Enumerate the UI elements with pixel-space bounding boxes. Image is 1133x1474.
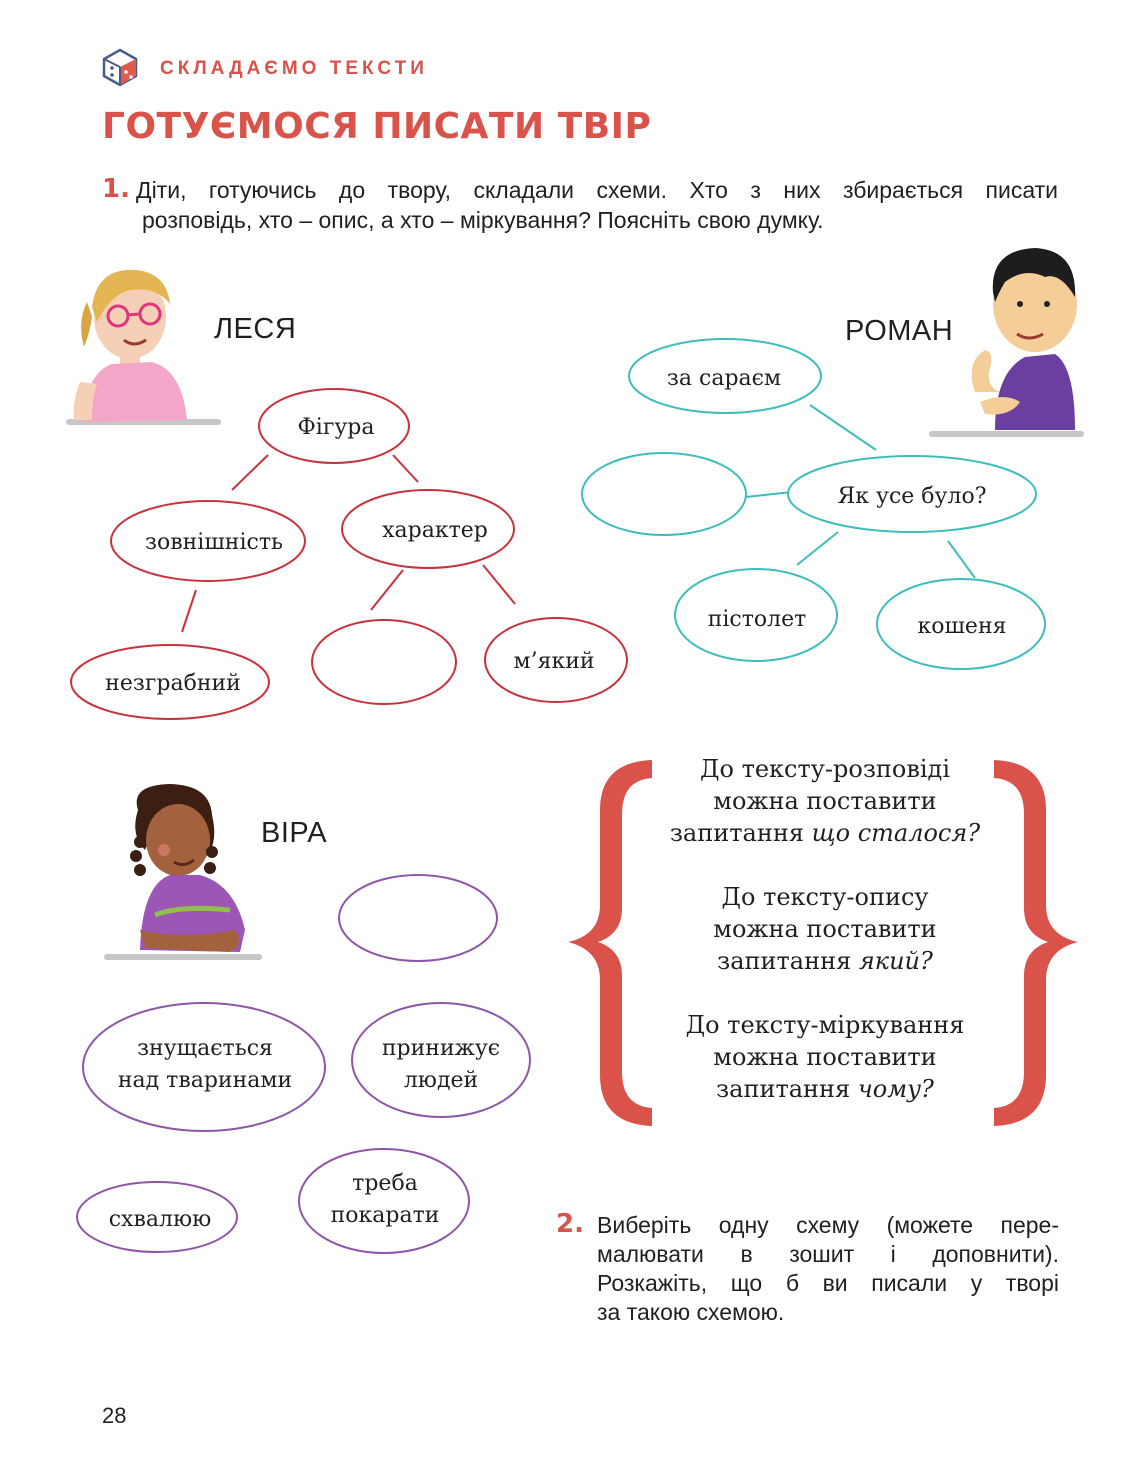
rule-reasoning-line-1: До тексту-міркування [685, 1011, 965, 1039]
rule-narrative-line-1: До тексту-розповіді [699, 755, 950, 783]
section-label: СКЛАДАЄМО ТЕКСТИ [160, 58, 428, 79]
node-character-text: характер [382, 518, 488, 543]
task-2-line-2: малювати в зошит і доповнити). [597, 1241, 1059, 1267]
rule-narrative-line-3: запитання [669, 819, 804, 847]
task-2-line-1: Виберіть одну схему (можете пере- [597, 1212, 1059, 1238]
task-1-number: 1. [102, 174, 130, 204]
node-mocks-text-1: знущається [137, 1036, 273, 1061]
connector-line [810, 405, 876, 450]
rule-description-line-1: До тексту-опису [721, 883, 929, 911]
node-figure-text: Фігура [297, 415, 375, 440]
node-humiliates-text-1: принижує [381, 1036, 501, 1061]
rule-description-line-3: запитання [717, 947, 852, 975]
text-types-rules [630, 753, 1020, 1137]
rule-description-question: який? [858, 947, 933, 975]
node-kitten-text: кошеня [917, 614, 1007, 639]
rule-reasoning [630, 1009, 1020, 1105]
node-punish [299, 1149, 469, 1253]
node-mocks-text-2: над тваринами [117, 1068, 293, 1093]
node-shed-text: за сараєм [666, 366, 782, 391]
rule-reasoning-line-3: запитання [716, 1075, 851, 1103]
node-clumsy-text: незграбний [105, 671, 241, 696]
node-soft-text: м’який [513, 649, 595, 674]
connector-line [393, 455, 418, 482]
connector-line [948, 541, 975, 578]
node-empty [582, 453, 746, 535]
task-2-number: 2. [556, 1209, 584, 1239]
node-mocks [83, 1003, 325, 1131]
node-empty [312, 620, 456, 704]
connector-line [483, 565, 515, 604]
node-pistol-text: пістолет [707, 607, 807, 632]
vira-name: ВІРА [261, 817, 328, 849]
roman-name: РОМАН [845, 315, 954, 347]
node-center-text: Як усе було? [837, 484, 987, 509]
node-appearance-text: зовнішність [145, 530, 283, 555]
connector-line [182, 590, 196, 632]
connector-line [746, 492, 792, 497]
rule-description [630, 881, 1020, 977]
task-2-line-4: за такою схемою. [597, 1299, 785, 1325]
rule-narrative [630, 753, 1020, 849]
node-punish-text-2: покарати [330, 1203, 440, 1228]
node-humiliates-text-2: людей [403, 1068, 479, 1093]
node-punish-text-1: треба [352, 1171, 418, 1196]
task-1-line-2: розповідь, хто – опис, а хто – міркування? Поясніть свою думку. [142, 207, 824, 233]
rule-reasoning-line-2: можна поставити [713, 1043, 937, 1071]
page-title: ГОТУЄМОСЯ ПИСАТИ ТВІР [102, 106, 652, 147]
node-approve-text: схвалюю [108, 1207, 212, 1232]
rule-narrative-question: що сталося? [811, 819, 981, 847]
rule-description-line-2: можна поставити [713, 915, 937, 943]
task-1-line-1: Діти, готуючись до твору, складали схеми. Хто з них збирається писати [136, 177, 1058, 203]
rule-narrative-line-2: можна поставити [713, 787, 937, 815]
page-number: 28 [102, 1403, 127, 1428]
connector-line [232, 455, 268, 490]
connector-line [371, 570, 403, 610]
lesia-name: ЛЕСЯ [214, 313, 297, 345]
vira-scheme [77, 875, 530, 1253]
connector-line [797, 532, 838, 565]
task-2-line-3: Розкажіть, що б ви писали у творі [597, 1270, 1059, 1296]
rule-reasoning-question: чому? [857, 1075, 934, 1103]
node-empty [339, 875, 497, 961]
